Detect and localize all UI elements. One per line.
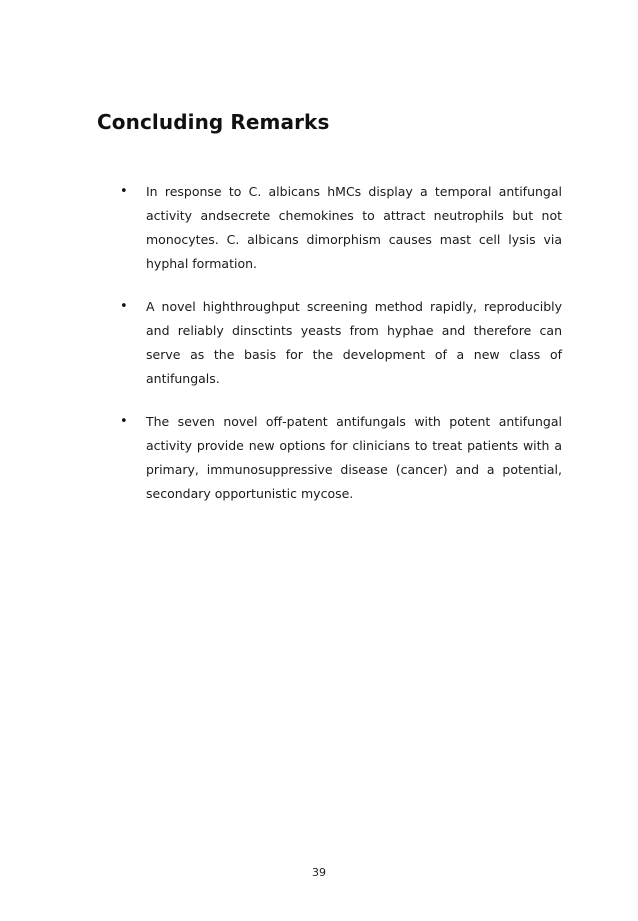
bullet-icon: • (120, 414, 128, 429)
concluding-remarks-list (110, 180, 562, 525)
list-item (110, 180, 562, 276)
remark-text: In response to C. albicans hMCs display a temporal antifungal activity andsecrete chemokines to attract neutrophils but not monocytes. C. albicans dimorphism causes mast cell lysis via hyphal formation. (146, 184, 562, 271)
remark-text: The seven novel off-patent antifungals with potent antifungal activity provide new options for clinicians to treat patients with a primary, immunosuppressive disease (cancer) and a potential, secondary opportunistic mycose. (146, 414, 562, 501)
page-number: 39 (312, 866, 326, 879)
section-heading: Concluding Remarks (97, 110, 330, 134)
remark-text: A novel highthroughput screening method rapidly, reproducibly and reliably dinsctints yeasts from hyphae and therefore can serve as the basis for the development of a new class of antifungals. (146, 299, 562, 386)
bullet-icon: • (120, 184, 128, 199)
list-item (110, 410, 562, 506)
bullet-icon: • (120, 299, 128, 314)
list-item (110, 295, 562, 391)
